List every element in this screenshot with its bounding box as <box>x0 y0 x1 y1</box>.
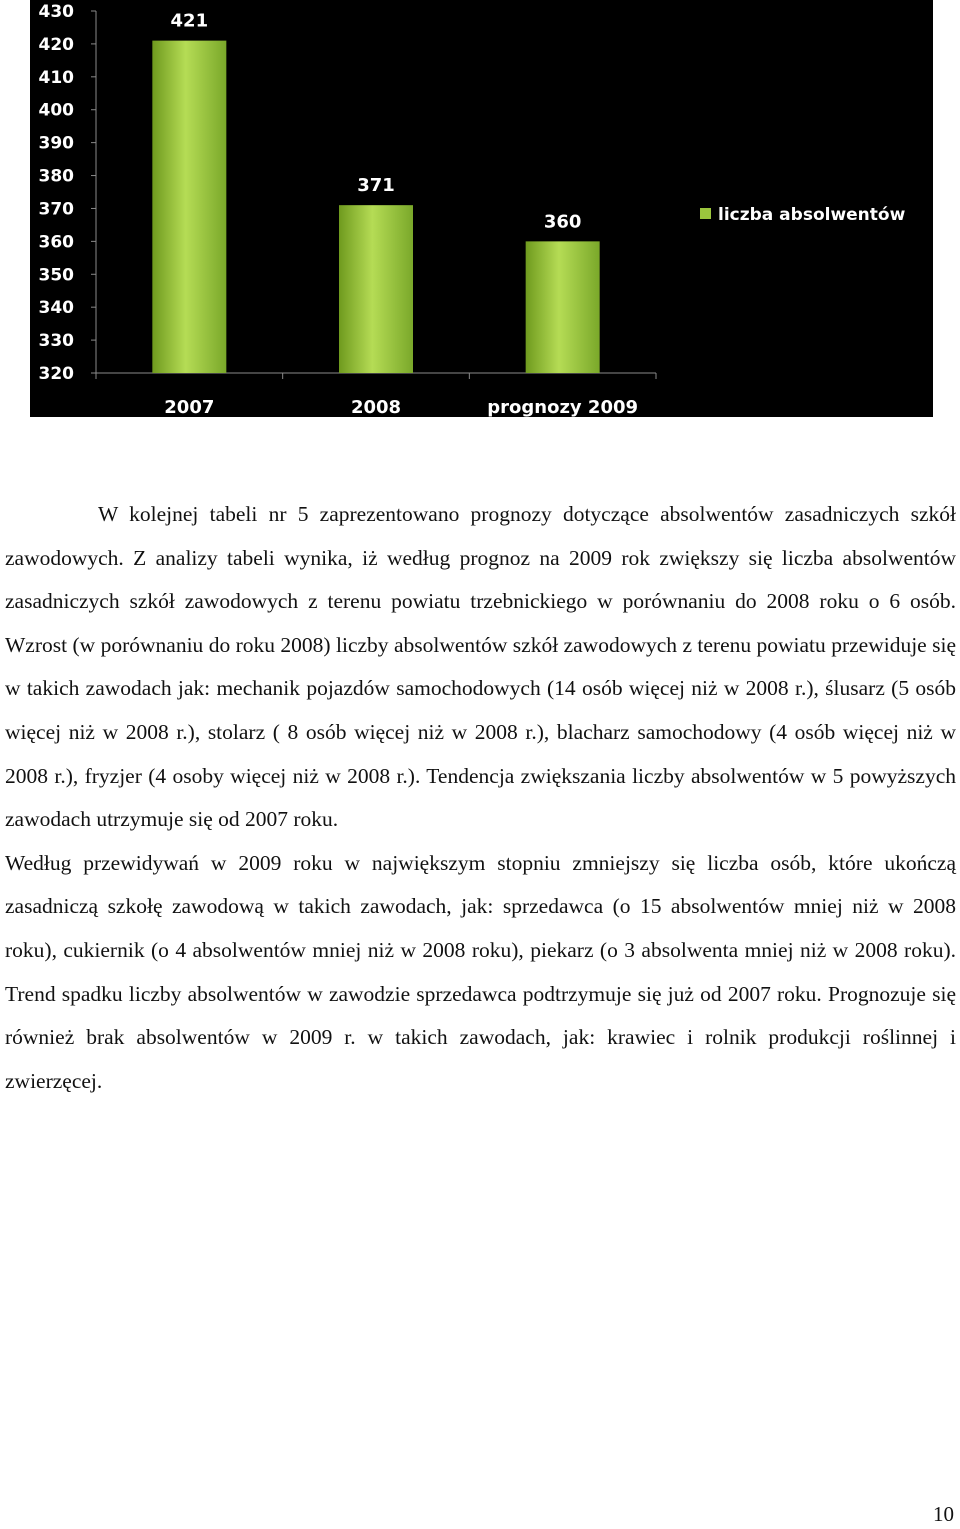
y-tick-label: 370 <box>38 199 74 220</box>
y-tick-label: 380 <box>38 166 74 187</box>
bar <box>152 41 226 373</box>
paragraph-2: Według przewidywań w 2009 roku w największym stopniu zmniejszy się liczba osób, które ukończą zasadniczą szkołę zawodową w takich zawodach, jak: sprzedawca (o 15 absolwentów mniej niż w 2008 roku), cukiernik (o 4 absolwentów mniej niż w 2008 roku), piekarz (o 3 absolwenta mniej niż w 2008 roku). Trend spadku liczby absolwentów w zawodzie sprzedawca podtrzymuje się już od 2007 roku. Prognozuje się również brak absolwentów w 2009 r. w takich zawodach, jak: krawiec i rolnik produkcji roślinnej i zwierzęcej. <box>5 850 956 1093</box>
y-tick-label: 430 <box>38 2 74 22</box>
y-tick-label: 340 <box>38 298 74 319</box>
bar <box>526 241 600 373</box>
paragraph-1: W kolejnej tabeli nr 5 zaprezentowano prognozy dotyczące absolwentów zasadniczych szkół zawodowych. Z analizy tabeli wynika, iż według prognoz na 2009 rok zwiększy się liczba absolwentów zasadniczych szkół zawodowych z terenu powiatu trzebnickiego w porównaniu do 2008 roku o 6 osób. Wzrost (w porównaniu do roku 2008) liczby absolwentów szkół zawodowych z terenu powiatu przewiduje się w takich zawodach jak: mechanik pojazdów samochodowych (14 osób więcej niż w 2008 r.), ślusarz (5 osób więcej niż w 2008 r.), stolarz ( 8 osób więcej niż w 2008 r.), blacharz samochodowy (4 osób więcej niż w 2008 r.), fryzjer (4 osoby więcej niż w 2008 r.). Tendencja zwiększania liczby absolwentów w 5 powyższych zawodach utrzymuje się od 2007 roku. <box>5 502 956 832</box>
bar <box>339 205 413 373</box>
y-tick-label: 410 <box>38 67 74 88</box>
y-tick-label: 330 <box>38 331 74 352</box>
y-tick-label: 400 <box>38 100 74 121</box>
y-tick-label: 360 <box>38 232 74 253</box>
legend-label: liczba absolwentów <box>718 205 906 225</box>
chart-canvas <box>30 0 933 417</box>
y-tick-label: 320 <box>38 364 74 384</box>
y-tick-label: 350 <box>38 265 74 286</box>
bar-value-label: 360 <box>543 211 582 233</box>
body-text <box>5 493 956 1103</box>
x-axis <box>96 373 656 417</box>
y-tick-label: 390 <box>38 133 74 154</box>
bar-chart <box>30 0 933 417</box>
page-number: 10 <box>933 1502 954 1526</box>
x-category-label: prognozy 2009 <box>487 397 639 417</box>
bar-value-label: 421 <box>170 10 209 32</box>
x-category-label: 2007 <box>164 397 215 417</box>
y-axis <box>39 2 97 384</box>
x-category-label: 2008 <box>350 397 402 417</box>
bars <box>152 11 599 373</box>
bar-value-label: 371 <box>357 175 395 197</box>
y-tick-label: 420 <box>38 34 74 55</box>
legend <box>700 205 906 225</box>
legend-swatch <box>700 208 711 219</box>
